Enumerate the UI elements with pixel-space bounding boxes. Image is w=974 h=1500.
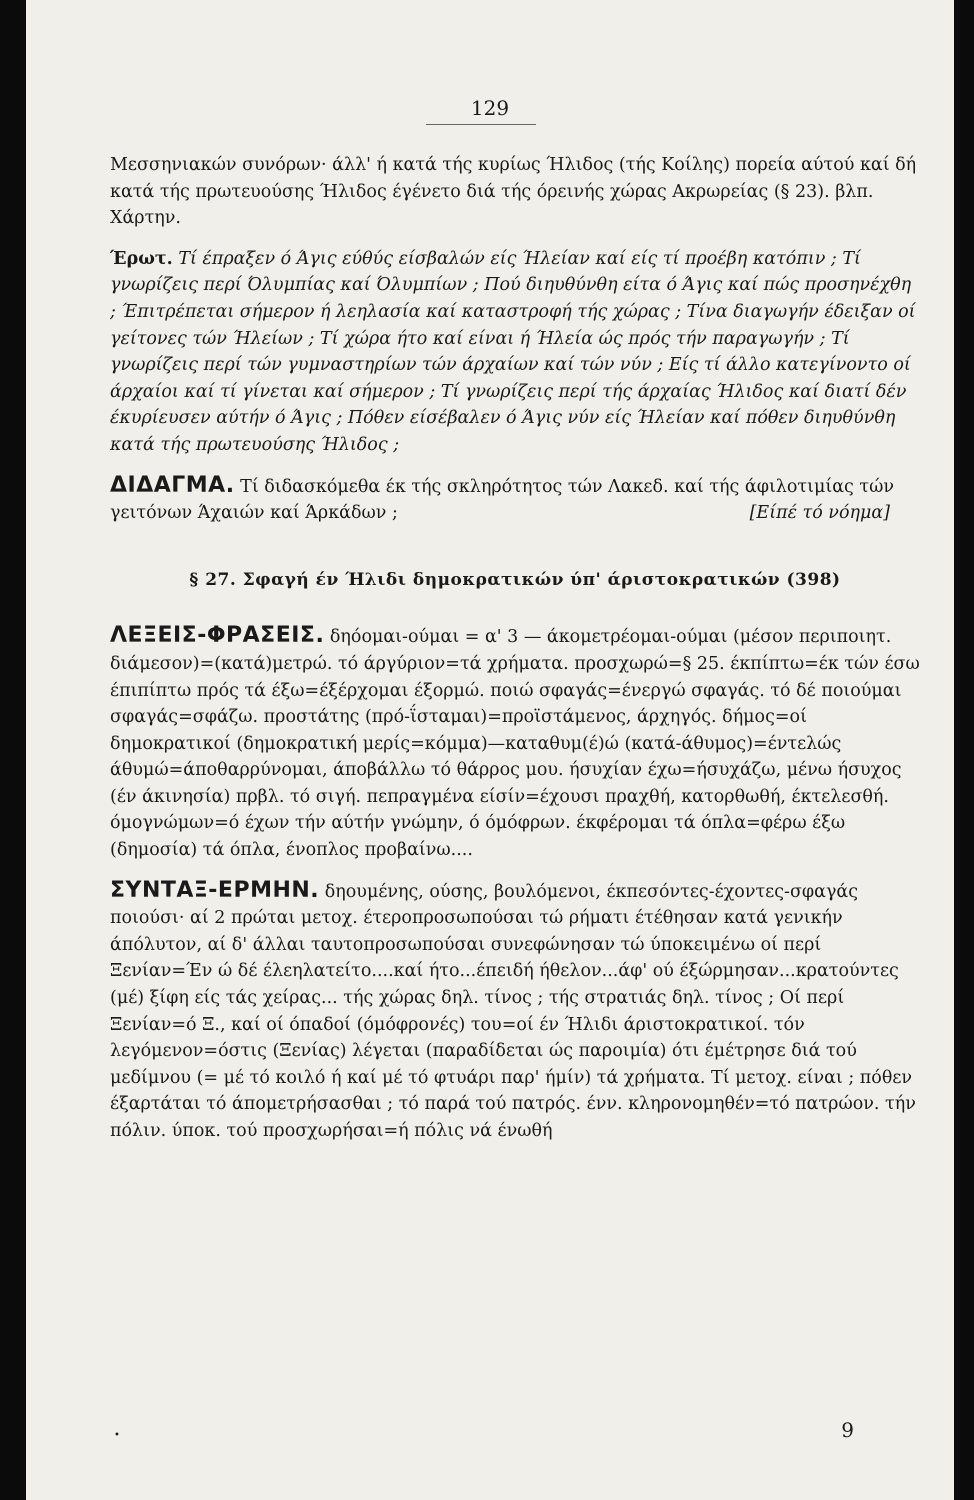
lesson-label: ΔΙΔΑΓΜΑ. bbox=[110, 472, 235, 498]
page-number: 129 bbox=[470, 96, 510, 120]
syntax-label: ΣΥΝΤΑΞ-ΕΡΜΗΝ. bbox=[110, 877, 320, 903]
section-title: Σφαγή έν Ήλιδι δημοκρατικών ύπ' άριστοκρατικών (398) bbox=[242, 569, 841, 590]
section-heading bbox=[110, 567, 920, 594]
lesson-note: [Είπέ τό νόημα] bbox=[749, 503, 890, 524]
lesson-paragraph bbox=[110, 473, 920, 527]
questions-text: Τί έπραξεν ό Άγις εύθύς είσβαλών είς Ήλείαν καί είς τί προέβη κατόπιν ; Τί γνωρίζεις περί Όλυμπίας καί Όλυμπίων ; Πού διηυθύνθη είτα ό Άγις καί πώς προσηνέχθη ; Έπιτρέπεται σήμερον ή λεηλασία καί καταστροφή τής χώρας ; Τίνα διαγωγήν έδειξαν οί γείτονες τών Ήλείων ; Τί χώρα ήτο καί είναι ή Ήλεία ώς πρός τήν παραγωγήν ; Τί γνωρίζεις περί τών γυμναστηρίων τών άρχαίων καί τών νύν ; Είς τί άλλο κατεγίνοντο οί άρχαίοι καί τί γίνεται καί σήμερον ; Τί γνωρίζεις περί τής άρχαίας Ήλιδος καί διατί δέν έκυρίευσεν αύτήν ό Άγις ; Πόθεν είσέβαλεν ό Άγις νύν είς Ήλείαν καί πόθεν διηυθύνθη κατά τής πρωτευούσης Ήλιδος ; bbox=[110, 248, 916, 455]
document-page bbox=[26, 0, 954, 1500]
vocabulary-paragraph bbox=[110, 623, 920, 863]
questions-paragraph bbox=[110, 246, 920, 459]
vocabulary-text: δηόομαι-ούμαι = α' 3 — άκομετρέομαι-ούμαι (μέσον περιποιητ. διάμεσον)=(κατά)μετρώ. τό άργύριον=τά χρήματα. προσχωρώ=§ 25. έκπίπτω=έκ τών έσω έπιπίπτω πρός τά έξω=έξέρχομαι έξορμώ. ποιώ σφαγάς=ένεργώ σφαγάς. τό δέ ποιούμαι σφαγάς=σφάζω. προστάτης (πρό-ΐσταμαι)=προϊστάμενος, άρχηγός. δήμος=οί δημοκρατικοί (δημοκρατική μερίς=κόμμα)—καταθυμ(έ)ώ (κατά-άθυμος)=έντελώς άθυμώ=άποθαρρύνομαι, άποβάλλω τό θάρρος μου. ήσυχίαν έχω=ήσυχάζω, μένω ήσυχος (έν άκινησία) πρβλ. τό σιγή. πεπραγμένα είσίν=έχουσι πραχθή, κατορθωθή, έκτελεσθή. όμογνώμων=ό έχων τήν αύτήν γνώμην, ό όμόφρων. έκφέρομαι τά όπλα=φέρω έξω (δημοσία) τά όπλα, ένοπλος προβαίνω.... bbox=[110, 627, 920, 861]
vocabulary-label: ΛΕΞΕΙΣ-ΦΡΑΣΕΙΣ. bbox=[110, 623, 325, 649]
printer-signature: 9 bbox=[841, 1418, 854, 1442]
intro-paragraph: Μεσσηνιακών συνόρων· άλλ' ή κατά τής κυρίως Ήλιδος (τής Κοίλης) πορεία αύτού καί δή κατά τής πρωτευούσης Ήλιδος έγένετο διά τής όρεινής χώρας Ακρωρείας (§ 23). βλπ. Χάρτην. bbox=[110, 155, 917, 229]
page-number-rule bbox=[426, 124, 536, 125]
questions-label: Έρωτ. bbox=[110, 248, 173, 269]
section-number: § 27. bbox=[189, 569, 237, 590]
lesson-text: Τί διδασκόμεθα έκ τής σκληρότητος τών Λακεδ. καί τής άφιλοτιμίας τών γειτόνων Άχαιών καί Άρκάδων ; bbox=[110, 476, 894, 524]
syntax-paragraph bbox=[110, 878, 920, 1145]
syntax-text: δηουμένης, ούσης, βουλόμενοι, έκπεσόντες-έχοντες-σφαγάς ποιούσι· αί 2 πρώται μετοχ. έτεροπροσωπούσαι τώ ρήματι έτέθησαν κατά γενικήν άπόλυτον, αί δ' άλλαι ταυτοπροσωπούσαι συνεφώνησαν τώ ύποκειμένω οί περί Ξενίαν=Έν ώ δέ έλεηλατείτο....καί ήτο...έπειδή ήθελον...άφ' ού έξώρμησαν...κρατούντες (μέ) ξίφη είς τάς χείρας... τής χώρας δηλ. τίνος ; τής στρατιάς δηλ. τίνος ; Οί περί Ξενίαν=ό Ξ., καί οί όπαδοί (όμόφρονές) του=οί έν Ήλιδι άριστοκρατικοί. τόν λεγόμενον=όστις (Ξενίας) λέγεται (παραδίδεται ώς παροιμία) ότι έμέτρησε διά τού μεδίμνου (= μέ τό κοιλό ή καί μέ τό φτυάρι παρ' ήμίν) τά χρήματα. Τί μετοχ. είναι ; πόθεν έξαρτάται τό άπομετρήσασθαι ; τό παρά τού πατρός. ένν. κληρονομηθέν=τό πατρώον. τήν πόλιν. ύποκ. τού προσχωρήσαι=ή πόλις νά ένωθή bbox=[110, 881, 916, 1141]
page-body bbox=[110, 152, 920, 1145]
bullet-mark: • bbox=[114, 1430, 120, 1441]
